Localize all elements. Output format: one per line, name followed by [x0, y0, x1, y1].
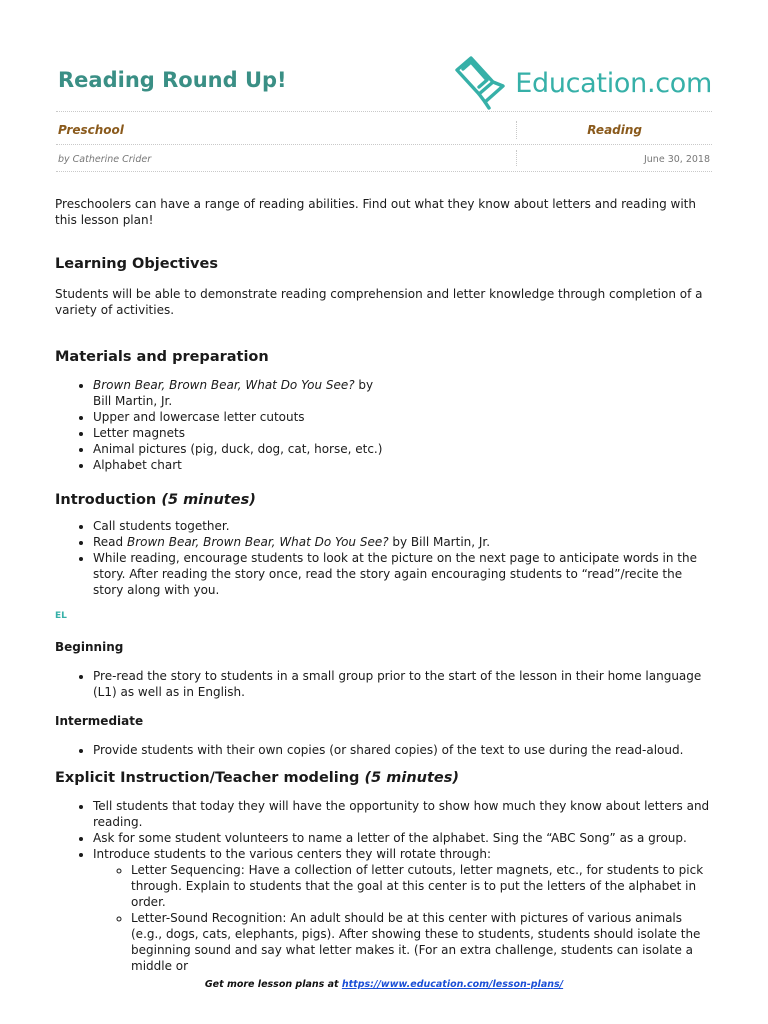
list-item: • Provide students with their own copies (or shared copies) of the text to use during the read-aloud.: [93, 742, 711, 758]
explicit-list: [55, 798, 711, 974]
list-item: • Animal pictures (pig, duck, dog, cat, horse, etc.): [93, 441, 711, 457]
education-logo[interactable]: [453, 56, 712, 110]
list-item: ◦ Letter Sequencing: Have a collection of letter cutouts, letter magnets, etc., for students to pick through. Explain to students that the goal at this center is to put the letters of the alphabet in order.: [131, 862, 711, 910]
objectives-heading: Learning Objectives: [55, 256, 218, 272]
meta-divider: [56, 144, 712, 145]
logo-text: Education.com: [515, 67, 712, 99]
book-author: Bill Martin, Jr.: [93, 394, 173, 408]
grade-label: Preschool: [58, 123, 124, 137]
education-logo-icon: [453, 56, 511, 110]
list-item: • While reading, encourage students to look at the picture on the next page to anticipate words in the story. After reading the story once, read the story again encouraging students to “read”/recite the story along with you.: [93, 550, 711, 598]
list-item: • Upper and lowercase letter cutouts: [93, 409, 711, 425]
book-title: Brown Bear, Brown Bear, What Do You See?: [126, 535, 389, 549]
footer-text: Get more lesson plans at: [204, 979, 342, 990]
intermediate-list: [55, 742, 711, 758]
header-divider: [56, 111, 712, 112]
explicit-duration: (5 minutes): [364, 770, 459, 786]
meta-bottom-divider: [56, 171, 712, 172]
author-label: by Catherine Crider: [58, 154, 152, 165]
subject-label: Reading: [587, 123, 642, 137]
introduction-heading: Introduction (5 minutes): [55, 492, 256, 508]
meta-separator-2: [516, 150, 517, 166]
list-item: • Introduce students to the various centers they will rotate through: ◦ Letter Sequencing: Have a collection of letter cutouts, letter magnets, etc., for students to pick through. Explain to students that the goal at this center is to put the letters of the alphabet in order. ◦ Letter-Sound Recognition: An adult should be at this center with pictures of various animals (e.g., dogs, cats, elephants, pigs). After showing these to students, students should isolate the beginning sound and say what letter makes it. (For an extra challenge, students can isolate a middle or: [93, 846, 711, 974]
intro-paragraph: Preschoolers can have a range of reading abilities. Find out what they know about letters and reading with this lesson plan!: [55, 197, 696, 227]
book-title: Brown Bear, Brown Bear, What Do You See?: [93, 378, 355, 392]
lesson-plans-link[interactable]: https://www.education.com/lesson-plans/: [341, 979, 564, 990]
objectives-text: Students will be able to demonstrate reading comprehension and letter knowledge through completion of a variety of activities.: [55, 287, 703, 317]
materials-heading: Materials and preparation: [55, 349, 269, 365]
lesson-title: Reading Round Up!: [58, 68, 287, 92]
beginning-list: [55, 668, 711, 700]
list-item: • Alphabet chart: [93, 457, 711, 473]
centers-list: [93, 862, 711, 974]
introduction-list: [55, 518, 711, 598]
list-item: • Letter magnets: [93, 425, 711, 441]
intermediate-heading: Intermediate: [55, 714, 144, 728]
list-item: • Ask for some student volunteers to name a letter of the alphabet. Sing the “ABC Song” as a group.: [93, 830, 711, 846]
beginning-heading: Beginning: [55, 640, 124, 654]
explicit-instruction-heading: Explicit Instruction/Teacher modeling (5 minutes): [55, 770, 459, 786]
materials-list: [55, 377, 711, 473]
list-item: • Brown Bear, Brown Bear, What Do You See? by Bill Martin, Jr.: [93, 377, 711, 409]
lesson-content: [55, 196, 711, 974]
list-item: • Call students together.: [93, 518, 711, 534]
list-item: ◦ Letter-Sound Recognition: An adult should be at this center with pictures of various animals (e.g., dogs, cats, elephants, pigs). After showing these to students, students should isolate the beginning sound and say what letter makes it. (For an extra challenge, students can isolate a middle or: [131, 910, 711, 974]
date-label: June 30, 2018: [643, 154, 710, 165]
list-item: • Read Brown Bear, Brown Bear, What Do You See? by Bill Martin, Jr.: [93, 534, 711, 550]
el-tag: EL: [55, 611, 67, 621]
introduction-duration: (5 minutes): [161, 492, 256, 508]
meta-separator: [516, 121, 517, 139]
list-item: • Pre-read the story to students in a small group prior to the start of the lesson in their home language (L1) as well as in English.: [93, 668, 711, 700]
list-item: • Tell students that today they will have the opportunity to show how much they know about letters and reading.: [93, 798, 711, 830]
document-header: [56, 56, 712, 110]
footer: [0, 979, 768, 990]
